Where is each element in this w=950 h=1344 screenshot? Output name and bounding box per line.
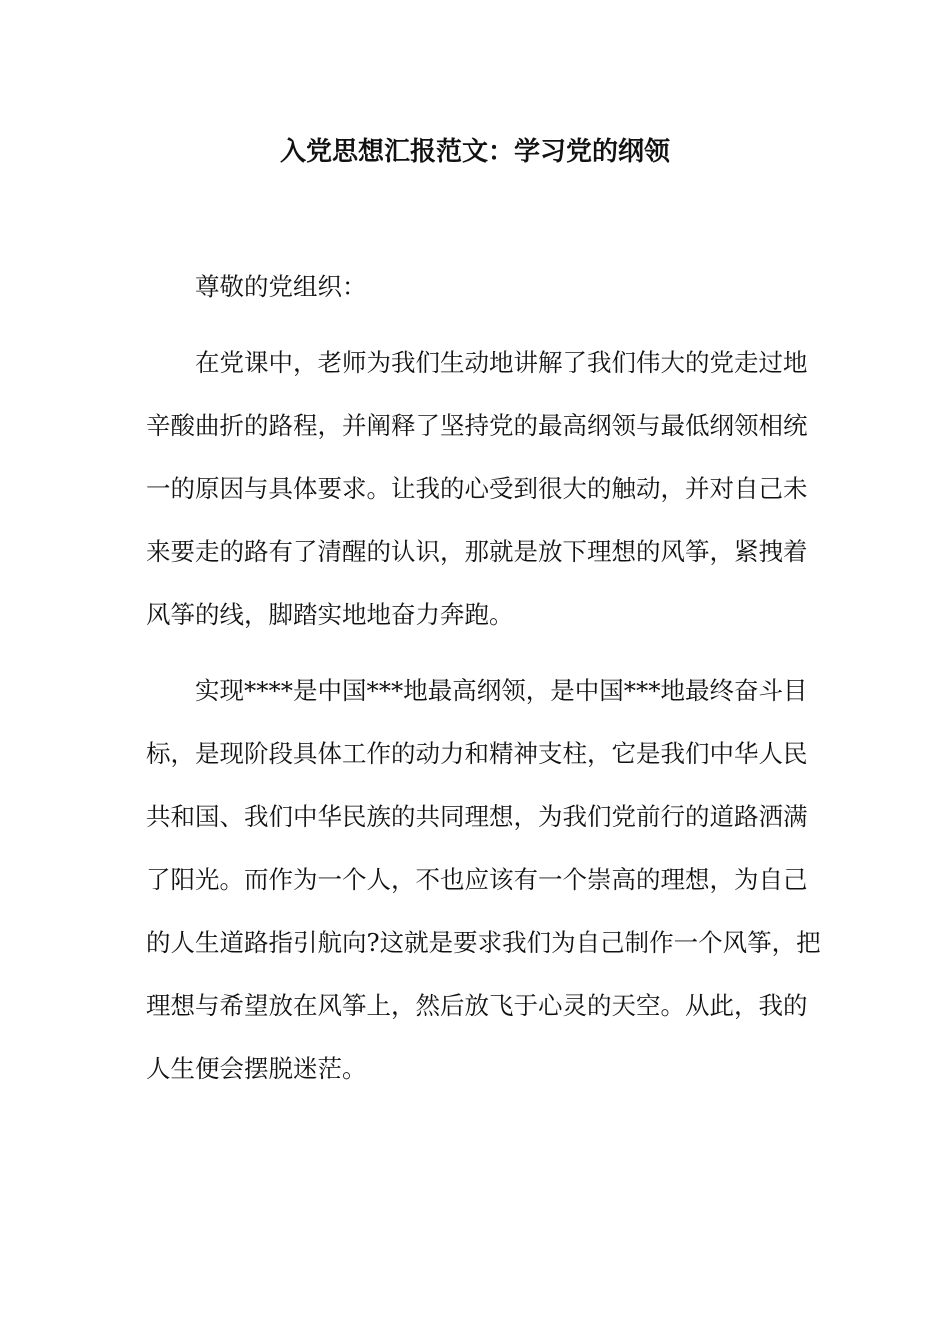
paragraph-1-line: 在党课中，老师为我们生动地讲解了我们伟大的党走过地 [195, 348, 808, 377]
paragraph-2-line: 了阳光。而作为一个人，不也应该有一个崇高的理想，为自己 [146, 865, 808, 894]
paragraph-1-line: 来要走的路有了清醒的认识，那就是放下理想的风筝，紧拽着 [146, 537, 808, 566]
paragraph-1-line: 风筝的线，脚踏实地地奋力奔跑。 [146, 600, 514, 629]
paragraph-2-line: 人生便会摆脱迷茫。 [146, 1054, 367, 1083]
paragraph-spacer [146, 318, 810, 331]
paragraph-2-line: 共和国、我们中华民族的共同理想，为我们党前行的道路洒满 [146, 802, 808, 831]
paragraph-2-line: 的人生道路指引航向?这就是要求我们为自己制作一个风筝，把 [146, 928, 821, 957]
document-title: 入党思想汇报范文：学习党的纲领 [279, 137, 670, 167]
paragraph-1-line: 一的原因与具体要求。让我的心受到很大的触动，并对自己未 [146, 474, 808, 503]
document-body [146, 255, 821, 1100]
paragraph-spacer [146, 646, 810, 659]
paragraph-1 [146, 331, 810, 646]
paragraph-2 [146, 659, 821, 1100]
paragraph-1-line: 辛酸曲折的路程，并阐释了坚持党的最高纲领与最低纲领相统 [146, 411, 808, 440]
paragraph-2-line: 标，是现阶段具体工作的动力和精神支柱，它是我们中华人民 [146, 739, 808, 768]
paragraph-2-line: 理想与希望放在风筝上，然后放飞于心灵的天空。从此，我的 [146, 991, 808, 1020]
salutation: 尊敬的党组织： [195, 272, 367, 301]
paragraph-2-line: 实现****是中国***地最高纲领，是中国***地最终奋斗目 [195, 676, 808, 705]
